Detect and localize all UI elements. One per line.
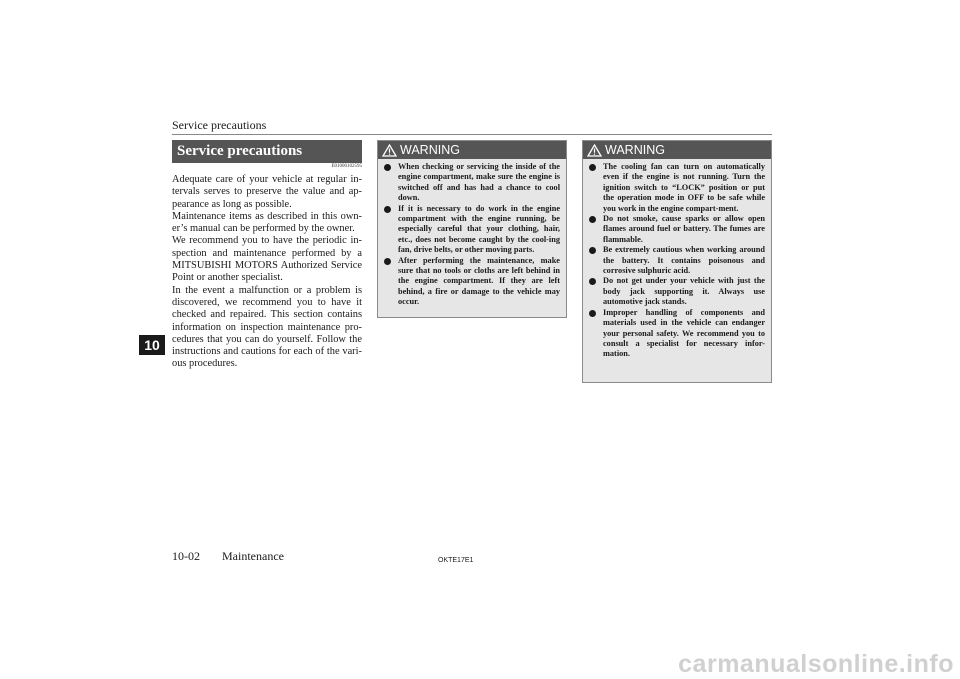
warning-item-text: The cooling fan can turn on automatically even if the engine is not running. Turn the ignition switch to “LOCK” position or put the operation mode in OFF to be safe while you work in the engine compart-ment.	[603, 162, 765, 213]
warning-label: WARNING	[400, 143, 460, 157]
warning-item-text: If it is necessary to do work in the engine compartment with the engine running, be especially careful that your clothing, hair, etc., does not become caught by the cool-ing fan, drive belts, or other moving parts.	[398, 203, 560, 255]
bullet-icon	[589, 247, 596, 254]
warning-box-engine	[377, 140, 567, 318]
warning-label: WARNING	[605, 143, 665, 157]
header-divider	[172, 134, 772, 135]
bullet-icon	[589, 310, 596, 317]
watermark: carmanualsonline.info	[678, 650, 954, 678]
warning-item	[384, 204, 560, 256]
warning-header	[583, 141, 771, 159]
warning-item-text: When checking or servicing the inside of the engine compartment, make sure the engine is switched off and has had a chance to cool down.	[398, 162, 560, 203]
chapter-tab: 10	[139, 335, 165, 355]
page-number: 10-02	[172, 549, 200, 563]
warning-item	[589, 162, 765, 214]
running-header: Service precautions	[172, 118, 267, 132]
body-paragraph: Adequate care of your vehicle at regular in-tervals serves to preserve the value and ap-pearance as long as possible.	[172, 174, 362, 210]
warning-item-text: Be extremely cautious when working around the battery. It contains poisonous and corrosive sulphuric acid.	[603, 245, 765, 276]
warning-item-text: Do not get under your vehicle with just the body jack supporting it. Always use automotive jack stands.	[603, 276, 765, 307]
section-heading: Service precautions	[172, 140, 362, 163]
warning-item	[589, 214, 765, 245]
section-code: E01000102595	[331, 164, 362, 169]
body-paragraph: We recommend you to have the periodic in-spection and maintenance performed by a MITSUBISHI MOTORS Authorized Service Point or another specialist.	[172, 235, 362, 284]
body-paragraph: In the event a malfunction or a problem is discovered, we recommend you to have it checked and repaired. This section contains information on inspection maintenance pro-cedures that you can do yourself. Follow the instructions and cautions for each of the vari-ous procedures.	[172, 284, 362, 370]
warning-item	[589, 276, 765, 307]
warning-box-safety	[582, 140, 772, 383]
warning-item-text: After performing the maintenance, make sure that no tools or cloths are left behind in the engine compartment. If they are left behind, a fire or damage to the vehicle may occur.	[398, 255, 560, 307]
bullet-icon	[589, 278, 596, 285]
warning-item	[384, 162, 560, 204]
bullet-icon	[589, 164, 596, 171]
warning-header	[378, 141, 566, 159]
bullet-icon	[589, 216, 596, 223]
warning-item	[384, 256, 560, 308]
warning-list	[583, 159, 771, 364]
bullet-icon	[384, 164, 391, 171]
warning-item	[589, 245, 765, 276]
warning-item	[589, 308, 765, 360]
bullet-icon	[384, 206, 391, 213]
footer-section-name: Maintenance	[222, 549, 284, 563]
body-paragraph: Maintenance items as described in this own-er’s manual can be performed by the owner.	[172, 210, 362, 235]
warning-list	[378, 159, 566, 312]
bullet-icon	[384, 258, 391, 265]
document-code: OKTE17E1	[438, 557, 474, 564]
warning-item-text: Do not smoke, cause sparks or allow open flames around fuel or battery. The fumes are flammable.	[603, 214, 765, 244]
warning-item-text: Improper handling of components and materials used in the vehicle can endanger your personal safety. We recommend you to consult a specialist for necessary infor-mation.	[603, 307, 765, 359]
warning-triangle-icon	[382, 144, 397, 157]
warning-triangle-icon	[587, 144, 602, 157]
section-body	[172, 174, 362, 371]
